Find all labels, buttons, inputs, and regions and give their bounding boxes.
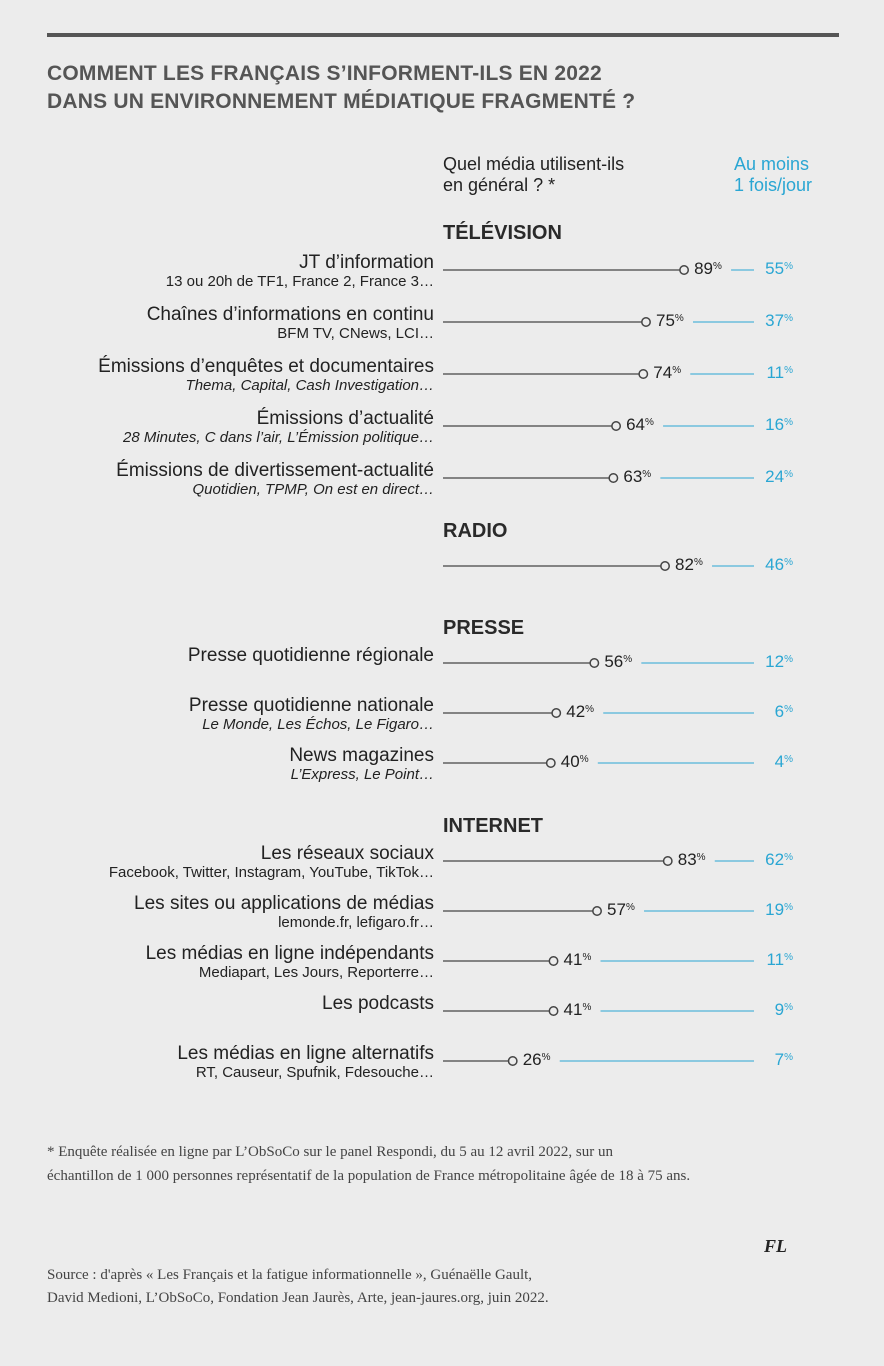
general-dot <box>639 370 647 378</box>
daily-value-label: 7% <box>774 1050 793 1069</box>
row-label: Émissions de divertissement-actualité <box>116 460 434 481</box>
general-dot <box>509 1057 517 1065</box>
general-header-line2: en général ? * <box>443 175 556 195</box>
row-label: Les médias en ligne alternatifs <box>177 1043 434 1064</box>
general-dot <box>609 474 617 482</box>
general-dot <box>680 266 688 274</box>
general-value-label: 40% <box>560 752 589 771</box>
row-label: Les réseaux sociaux <box>260 843 434 864</box>
daily-value-label: 19% <box>765 900 793 919</box>
general-dot <box>549 957 557 965</box>
general-value-label: 41% <box>563 1000 592 1019</box>
row-sublabel: 13 ou 20h de TF1, France 2, France 3… <box>165 273 434 290</box>
row-sublabel: Quotidien, TPMP, On est en direct… <box>192 481 434 498</box>
chart-title-line1: COMMENT LES FRANÇAIS S’INFORMENT-ILS EN 2022 <box>47 62 602 85</box>
daily-header-line2: 1 fois/jour <box>734 175 813 195</box>
daily-value-label: 6% <box>774 702 793 721</box>
general-value-label: 57% <box>607 900 635 919</box>
footnote <box>47 1140 690 1188</box>
footnote-line1: * Enquête réalisée en ligne par L’ObSoCo sur le panel Respondi, du 5 au 12 avril 2022, sur un <box>47 1144 613 1160</box>
general-value-label: 41% <box>563 950 592 969</box>
daily-value-label: 11% <box>766 363 793 382</box>
row-label: Presse quotidienne nationale <box>188 695 434 716</box>
author-signature: FL <box>764 1236 788 1256</box>
row-label: Chaînes d’informations en continu <box>146 304 434 325</box>
row-label: Presse quotidienne régionale <box>187 645 434 666</box>
general-value-label: 64% <box>626 415 654 434</box>
footnote-line2: échantillon de 1 000 personnes représentatif de la population de France métropolitaine âgée de 18 à 75 ans. <box>47 1168 691 1184</box>
row-label: Les sites ou applications de médias <box>134 893 434 914</box>
daily-value-label: 24% <box>765 467 793 486</box>
section-heading: RADIO <box>443 520 508 542</box>
general-value-label: 42% <box>566 702 595 721</box>
row-label: News magazines <box>289 745 434 766</box>
general-value-label: 63% <box>623 467 652 486</box>
row-sublabel: Facebook, Twitter, Instagram, YouTube, TikTok… <box>108 864 434 881</box>
daily-value-label: 12% <box>765 652 793 671</box>
row-sublabel: L’Express, Le Point… <box>290 766 434 783</box>
section-heading: TÉLÉVISION <box>443 222 562 244</box>
chart-title-line2: DANS UN ENVIRONNEMENT MÉDIATIQUE FRAGMENTÉ ? <box>47 90 636 113</box>
daily-value-label: 55% <box>765 259 793 278</box>
daily-header-line1: Au moins <box>734 154 810 174</box>
general-dot <box>593 907 601 915</box>
general-dot <box>549 1007 557 1015</box>
row-label: Les médias en ligne indépendants <box>145 943 434 964</box>
row-sublabel: Le Monde, Les Échos, Le Figaro… <box>202 716 434 733</box>
row-sublabel: lemonde.fr, lefigaro.fr… <box>278 914 434 931</box>
row-sublabel: Thema, Capital, Cash Investigation… <box>185 377 434 394</box>
general-dot <box>612 422 620 430</box>
general-dot <box>642 318 650 326</box>
general-dot <box>590 659 598 667</box>
row-label: Émissions d’actualité <box>256 408 434 429</box>
section-heading: PRESSE <box>443 617 525 639</box>
general-value-label: 74% <box>653 363 682 382</box>
daily-value-label: 11% <box>766 950 793 969</box>
general-dot <box>547 759 555 767</box>
section-heading: INTERNET <box>443 815 543 837</box>
general-value-label: 75% <box>656 311 684 330</box>
row-label: JT d’information <box>299 252 434 273</box>
source-line2: David Medioni, L’ObSoCo, Fondation Jean Jaurès, Arte, jean-jaures.org, juin 2022. <box>47 1290 549 1306</box>
source-line1: Source : d'après « Les Français et la fatigue informationnelle », Guénaëlle Gault, <box>47 1267 533 1283</box>
daily-value-label: 62% <box>765 850 793 869</box>
general-dot <box>664 857 672 865</box>
daily-value-label: 37% <box>765 311 793 330</box>
daily-value-label: 9% <box>774 1000 793 1019</box>
daily-value-label: 46% <box>765 555 793 574</box>
row-sublabel: RT, Causeur, Spufnik, Fdesouche… <box>195 1064 434 1081</box>
daily-value-label: 16% <box>765 415 793 434</box>
row-sublabel: BFM TV, CNews, LCI… <box>277 325 434 342</box>
general-value-label: 89% <box>694 259 722 278</box>
general-value-label: 56% <box>604 652 633 671</box>
row-label: Les podcasts <box>322 993 434 1014</box>
general-dot <box>661 562 669 570</box>
general-value-label: 26% <box>522 1050 551 1069</box>
source-note <box>47 1264 549 1310</box>
row-sublabel: 28 Minutes, C dans l’air, L’Émission politique… <box>123 429 434 446</box>
row-label: Émissions d’enquêtes et documentaires <box>98 356 434 377</box>
general-value-label: 82% <box>675 555 703 574</box>
daily-value-label: 4% <box>774 752 793 771</box>
general-dot <box>552 709 560 717</box>
general-header-line1: Quel média utilisent-ils <box>443 154 625 174</box>
general-value-label: 83% <box>677 850 706 869</box>
row-sublabel: Mediapart, Les Jours, Reporterre… <box>198 964 434 981</box>
